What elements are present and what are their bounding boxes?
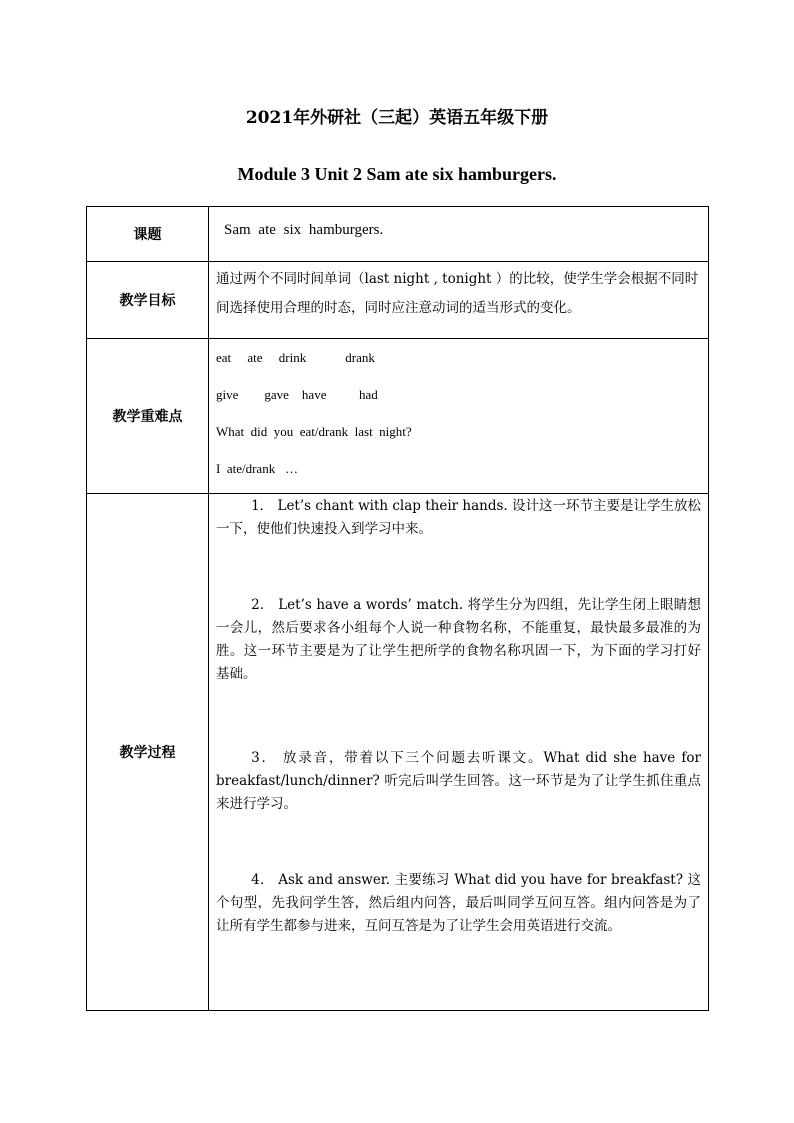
topic-value: Sam ate six hamburgers. [224,222,384,238]
key-point-line: give gave have had [216,387,378,402]
process-step: 1． Let’s chant with clap their hands. 设计这一环节主要是让学生放松一下，使他们快速投入到学习中来。 [216,498,701,537]
process-step: 3． 放录音，带着以下三个问题去听课文。What did she have for breakfast/lunch/dinner? 听完后叫学生回答。这一环节是为了让学生抓住重点来进行学习。 [216,750,701,812]
key-point-line: What did you eat/drank last night? [216,424,412,439]
key-points-label: 教学重难点 [87,339,209,494]
key-point-line: I ate/drank … [216,461,298,476]
table-row-topic [87,207,709,262]
process-cell [209,494,709,1011]
lesson-plan-table [86,206,709,1011]
key-point-line: eat ate drink drank [216,350,375,365]
process-label: 教学过程 [87,494,209,1011]
table-row-process [87,494,709,1011]
goal-value: 通过两个不同时间单词（last night , tonight ）的比较，使学生学会根据不同时间选择使用合理的时态，同时应注意动词的适当形式的变化。 [216,271,699,316]
table-row-goal [87,262,709,339]
document-subtitle: Module 3 Unit 2 Sam ate six hamburgers. [237,164,557,184]
goal-cell [209,262,709,339]
goal-label: 教学目标 [87,262,209,339]
topic-label: 课题 [87,207,209,262]
process-step: 4． Ask and answer. 主要练习 What did you have for breakfast? 这个句型，先我问学生答，然后组内问答，最后叫同学互问互答。组内问答是为了让所有学生都参与进来，互问互答是为了让学生会用英语进行交流。 [216,872,701,934]
table-row-key-points [87,339,709,494]
topic-cell [209,207,709,262]
process-step: 2． Let’s have a words’ match. 将学生分为四组，先让学生闭上眼睛想一会儿，然后要求各小组每个人说一种食物名称，不能重复，最快最多最准的为胜。这一环节主要是为了让学生把所学的食物名称巩固一下，为下面的学习打好基础。 [216,597,701,682]
document-title: 2021年外研社（三起）英语五年级下册 [245,108,549,128]
key-points-cell [209,339,709,494]
